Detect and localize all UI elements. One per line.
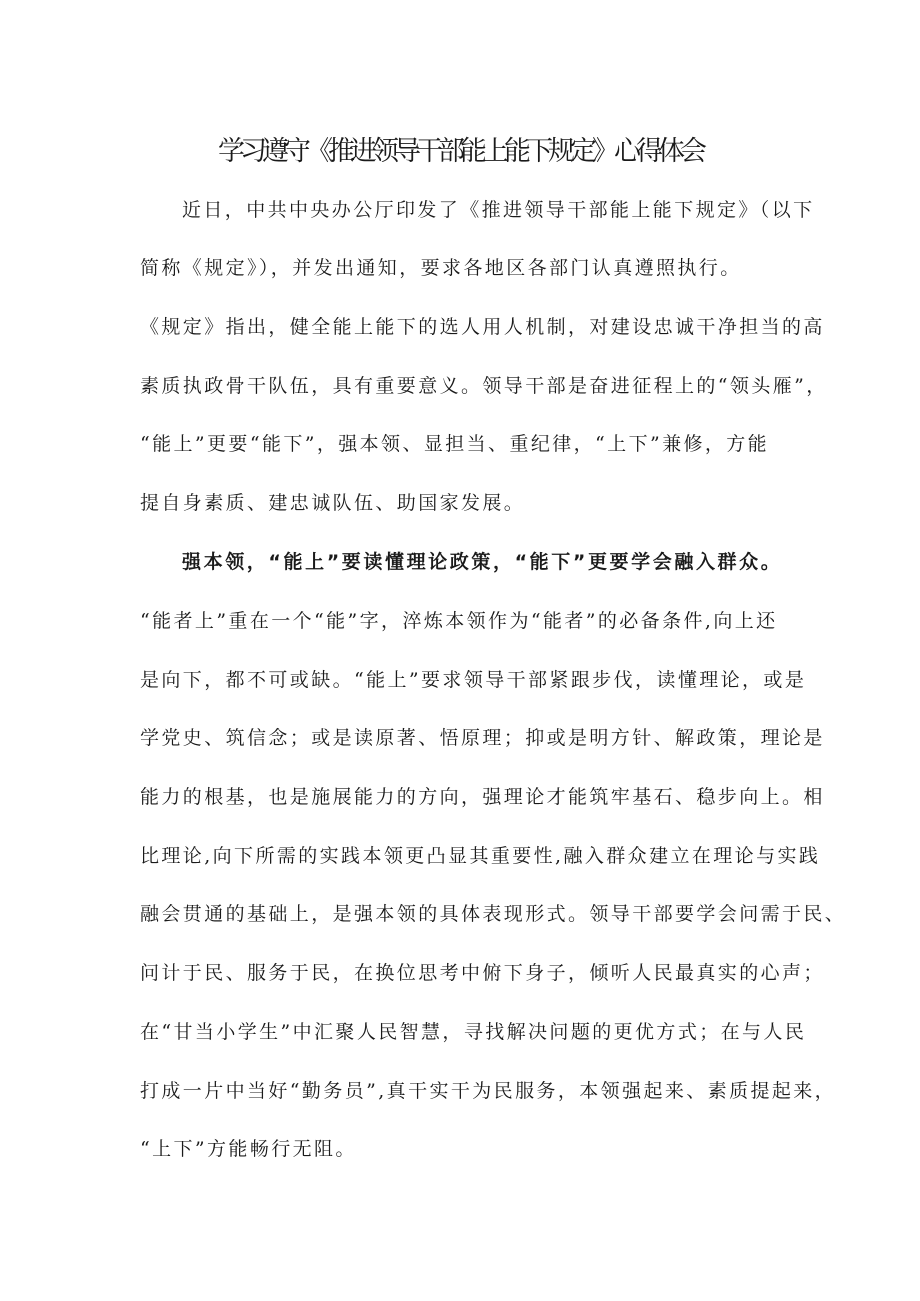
paragraph-line: 是向下，都不可或缺。“能上”要求领导干部紧跟步伐，读懂理论，或是 xyxy=(140,669,807,691)
paragraph-line: 融会贯通的基础上，是强本领的具体表现形式。领导干部要学会问需于民、 xyxy=(140,903,847,925)
section-heading: 强本领，“能上”要读懂理论政策，“能下”更要学会融入群众。 xyxy=(182,551,783,573)
paragraph-line: 《规定》指出，健全能上能下的选人用人机制，对建设忠诚干净担当的高 xyxy=(140,316,825,338)
paragraph-line: 问计于民、服务于民，在换位思考中俯下身子，倾听人民最真实的心声； xyxy=(140,962,825,984)
paragraph-line: “能上”更要“能下”，强本领、显担当、重纪律，“上下”兼修，方能 xyxy=(140,433,770,455)
paragraph-line: 学党史、筑信念；或是读原著、悟原理；抑或是明方针、解政策，理论是 xyxy=(140,727,825,749)
paragraph-line: 能力的根基，也是施展能力的方向，强理论才能筑牢基石、稳步向上。相 xyxy=(140,786,825,808)
paragraph-line: 打成一片中当好“勤务员”,真干实干为民服务，本领强起来、素质提起来， xyxy=(140,1080,837,1102)
paragraph-line: “上下”方能畅行无阻。 xyxy=(140,1138,357,1160)
paragraph-line: “能者上”重在一个“能”字，淬炼本领作为“能者”的必备条件,向上还 xyxy=(140,610,778,632)
paragraph-line: 比理论,向下所需的实践本领更凸显其重要性,融入群众建立在理论与实践 xyxy=(140,845,821,867)
paragraph-line: 素质执政骨干队伍，具有重要意义。领导干部是奋进征程上的“领头雁”， xyxy=(140,375,828,397)
document-title: 学习遵守《推进领导干部能上能下规定》心得体会 xyxy=(218,136,702,167)
paragraph-line: 近日，中共中央办公厅印发了《推进领导干部能上能下规定》（以下 xyxy=(182,199,815,221)
paragraph-line: 简称《规定》），并发出通知，要求各地区各部门认真遵照执行。 xyxy=(140,257,742,279)
paragraph-line: 提自身素质、建忠诚队伍、助国家发展。 xyxy=(140,492,526,514)
paragraph-line: 在“甘当小学生”中汇聚人民智慧，寻找解决问题的更优方式；在与人民 xyxy=(140,1021,807,1043)
